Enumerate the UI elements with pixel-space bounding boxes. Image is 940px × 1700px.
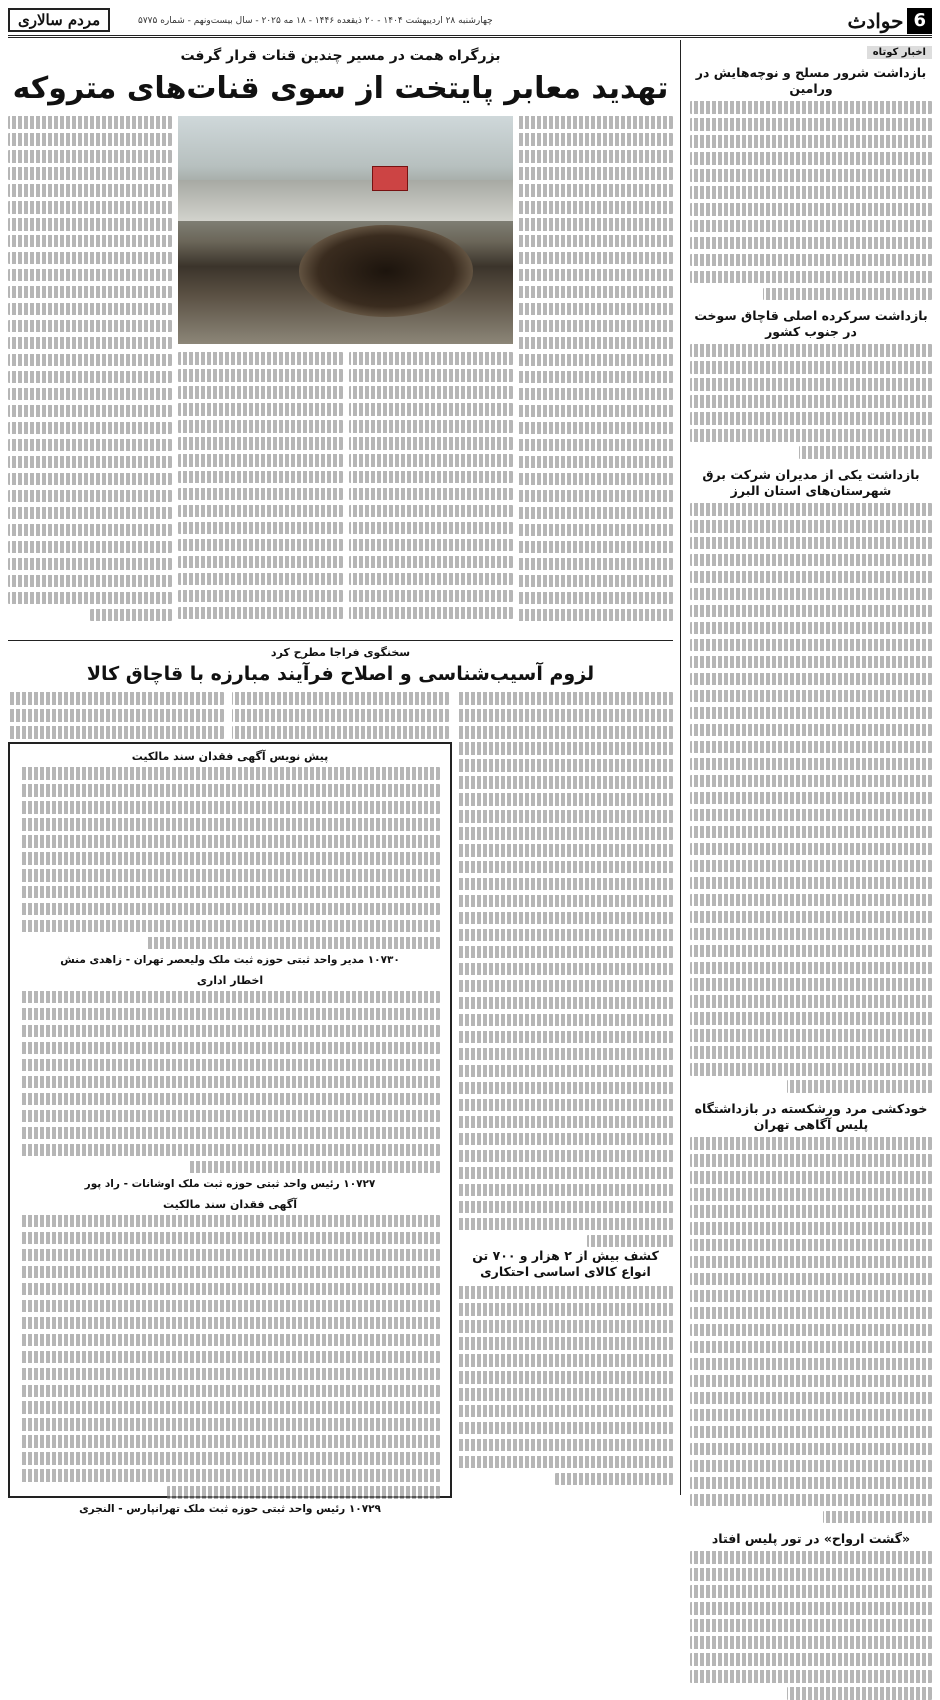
lead-kicker: بزرگراه همت در مسیر چندین قنات قرار گرفت (180, 48, 501, 64)
notice-title: اخطار اداری (196, 973, 264, 987)
notice-signature: ۱۰۷۲۹ رئیس واحد ثبتی حوزه ثبت ملک تهرانپارس - النجری (79, 1503, 381, 1516)
section-divider (8, 640, 673, 641)
lead-column (178, 352, 343, 636)
notice-signature: ۱۰۷۳۰ مدیر واحد ثبتی حوزه ثبت ملک ولیعصر تهران - زاهدی منش (60, 953, 400, 966)
notice-signature: ۱۰۷۲۷ رئیس واحد ثبتی حوزه ثبت ملک اوشانات - راد پور (84, 1177, 376, 1190)
rail-item-body (690, 503, 932, 1093)
notice-body (20, 767, 440, 949)
notice-title: پیش نویس آگهی فقدان سند مالکیت (131, 750, 329, 763)
section-header (847, 8, 932, 34)
masthead (8, 8, 932, 38)
legal-notices-box (8, 742, 452, 1516)
page-number: 6 (907, 8, 932, 34)
notice-body (20, 1215, 440, 1499)
rail-tag: اخبار کوتاه (867, 46, 932, 59)
lead-column (518, 116, 673, 636)
rail-item-body (690, 1137, 932, 1523)
rail-item-title: بازداشت شرور مسلح و نوچه‌هایش در ورامین (695, 65, 927, 96)
second-intro (8, 692, 673, 738)
section-name: حوادث (847, 9, 904, 33)
second-headline: لزوم آسیب‌شناسی و اصلاح فرآیند مبارزه با قاچاق کالا (86, 663, 595, 685)
second-column (458, 742, 673, 1242)
rail-item-title: بازداشت سرکرده اصلی قاچاق سوخت در جنوب کشور (694, 308, 928, 340)
newspaper-logo: مردم سالاری (8, 8, 110, 32)
lead-lower-columns (178, 352, 513, 636)
column-divider (680, 40, 681, 1495)
lead-headline: تهدید معابر پایتخت از سوی قنات‌های متروکه (12, 71, 669, 106)
short-news (458, 1248, 673, 1498)
second-kicker: سخنگوی فراجا مطرح کرد (270, 646, 411, 659)
dateline: چهارشنبه ۲۸ اردیبهشت ۱۴۰۴ - ۲۰ ذیقعده ۱۴۴۶ - ۱۸ مه ۲۰۲۵ - سال بیست‌ونهم - شماره ۵۷۷۵ (138, 16, 493, 26)
rail-item-body (690, 101, 932, 300)
notice-title: آگهی فقدان سند مالکیت (163, 1197, 297, 1211)
notice-body (20, 991, 440, 1173)
rail-item-body (690, 1551, 932, 1699)
short-news-title: کشف بیش از ۲ هزار و ۷۰۰ تن انواع کالای اساسی احتکاری (472, 1248, 659, 1279)
lead-column (8, 116, 172, 636)
rail-item-title: خودکشی مرد ورشکسته در بازداشتگاه پلیس آگاهی تهران (694, 1100, 928, 1132)
rail-item-title: «گشت ارواح» در تور پلیس افتاد (711, 1531, 911, 1547)
rail-item-title: بازداشت یکی از مدیران شرکت برق شهرستان‌های استان البرز (702, 466, 920, 498)
rail-item-body (690, 344, 932, 459)
sinkhole-photo (178, 116, 513, 344)
news-rail (690, 40, 932, 1547)
lead-column (349, 352, 514, 636)
